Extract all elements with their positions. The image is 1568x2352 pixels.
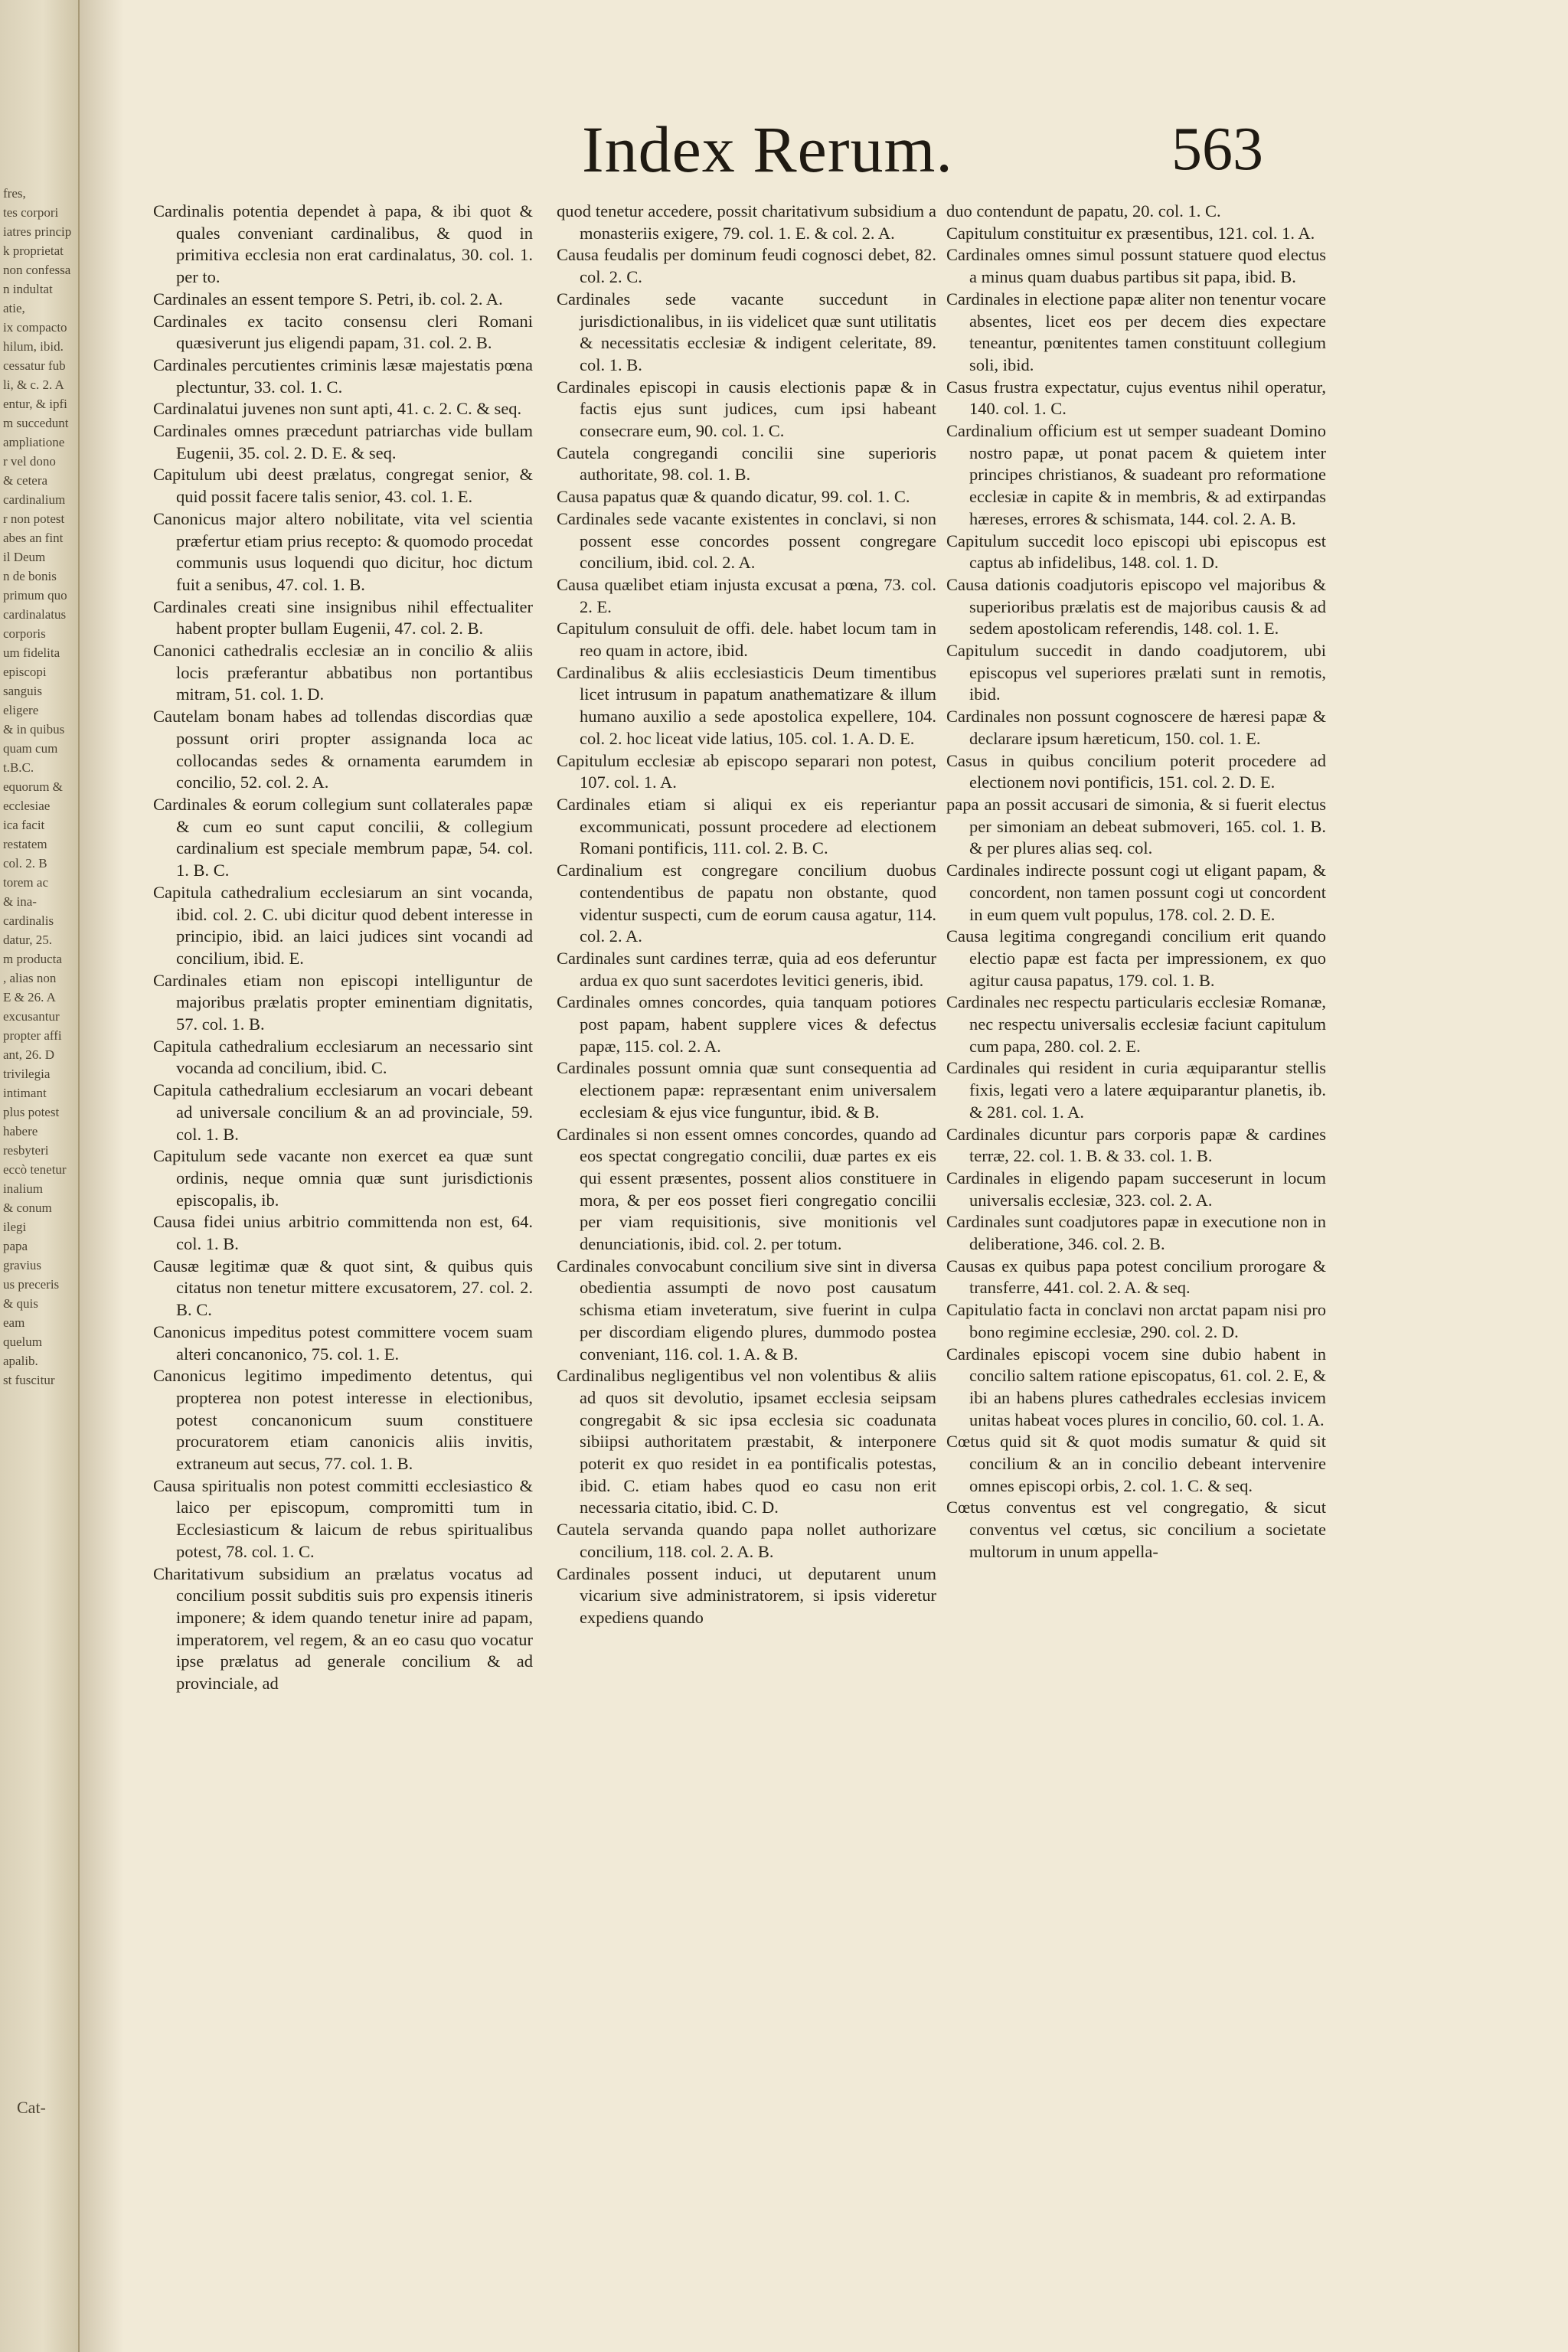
index-entry: Casus frustra expectatur, cujus eventus nihil operatur, 140. col. 1. C. <box>946 377 1326 419</box>
previous-page-line: eam <box>3 1315 25 1330</box>
previous-page-line: abes an fint <box>3 531 64 545</box>
previous-page-line: E & 26. A <box>3 990 56 1004</box>
previous-page-line: eccò tenetur <box>3 1162 67 1177</box>
previous-page-line: resbyteri <box>3 1143 49 1158</box>
previous-page-line: quelum <box>3 1334 42 1349</box>
previous-page-line: equorum & <box>3 779 63 794</box>
index-entry: Cardinales sunt cardines terræ, quia ad eos deferuntur ardua ex quo sunt sacerdotes levitici generis, ibid. <box>557 948 936 990</box>
previous-page-line: restatem <box>3 837 47 851</box>
previous-page-line: propter affi <box>3 1028 62 1043</box>
index-entry: Cardinales & eorum collegium sunt collaterales papæ & cum eo sunt caput concilii, & collegium cardinalium est speciale membrum papæ, 54. col. 1. B. C. <box>153 794 533 880</box>
previous-page-line: primum quo <box>3 588 67 603</box>
previous-page-line: n de bonis <box>3 569 57 583</box>
index-entry: Causa quælibet etiam injusta excusat a pœna, 73. col. 2. E. <box>557 574 936 616</box>
previous-page-line: ix compacto <box>3 320 67 335</box>
previous-page-line: ica facit <box>3 818 45 832</box>
page-title: Index Rerum. <box>582 113 953 186</box>
index-entry: Capitulum sede vacante non exercet ea quæ sunt ordinis, neque omnia quæ sunt jurisdictionis episcopalis, ib. <box>153 1146 533 1210</box>
previous-page-line: excusantur <box>3 1009 60 1024</box>
index-entry: Capitulum succedit loco episcopi ubi episcopus est captus ab infidelibus, 148. col. 1. D. <box>946 531 1326 573</box>
index-entry: Causa papatus quæ & quando dicatur, 99. col. 1. C. <box>557 487 910 507</box>
previous-page-line: atie, <box>3 301 25 315</box>
index-column-2 <box>557 201 936 1629</box>
previous-page-line: m producta <box>3 952 62 966</box>
previous-page-line: r vel dono <box>3 454 56 469</box>
previous-page-line: intimant <box>3 1086 47 1100</box>
index-entry: Cardinalibus & aliis ecclesiasticis Deum timentibus licet intrusum in papatum anathematizare & illum humano auxilio a sede apostolica expellere, 104. col. 2. hoc liceat vide latius, 105. col. 1. A. D. E. <box>557 662 936 748</box>
index-entry: Cardinales in eligendo papam succeserunt in locum universalis ecclesiæ, 323. col. 2. A. <box>946 1168 1326 1210</box>
index-entry: Cardinales in electione papæ aliter non tenentur vocare absentes, licet eos per decem dies expectare teneantur, pœnitentes tamen constituunt collegium soli, ibid. <box>946 289 1326 374</box>
previous-page-line: & ina- <box>3 894 37 909</box>
previous-page-line: entur, & ipfi <box>3 397 67 411</box>
index-entry: Cardinales sunt coadjutores papæ in executione non in deliberatione, 346. col. 2. B. <box>946 1212 1326 1254</box>
index-entry: Cardinales episcopi vocem sine dubio habent in concilio saltem ratione episcopatus, 61. col. 2. E, & ibi an habens plures cathedrales ecclesias invicem unitas habeat voces plures in concilio, 60. col. 1. A. <box>946 1344 1326 1429</box>
previous-page-line: cessatur fub <box>3 358 66 373</box>
index-entry: Cardinales sede vacante succedunt in jurisdictionalibus, in iis videlicet quæ sunt utilitatis & necessitatis ecclesiæ & indigent celeritate, 89. col. 1. B. <box>557 289 936 374</box>
index-entry: Cardinales episcopi in causis electionis papæ & in factis ejus sunt judices, cum ipsi habeant consecrare eum, 90. col. 1. C. <box>557 377 936 441</box>
index-entry: Cardinales sede vacante existentes in conclavi, si non possent esse concordes possent congregare concilium, ibid. col. 2. A. <box>557 508 936 573</box>
index-entry: Causæ legitimæ quæ & quot sint, & quibus quis citatus non tenetur mittere excusatorem, 27. col. 2. B. C. <box>153 1256 533 1320</box>
previous-page-edge <box>0 0 80 2352</box>
previous-page-line: non confessa <box>3 263 71 277</box>
previous-page-line: li, & c. 2. A <box>3 377 64 392</box>
index-entry: Cardinales possent induci, ut deputarent unum vicarium sive administratorem, si ipsis videretur expediens quando <box>557 1563 936 1627</box>
index-entry: Cardinales dicuntur pars corporis papæ & cardines terræ, 22. col. 1. B. & 33. col. 1. B. <box>946 1124 1326 1166</box>
index-entry: Causa legitima congregandi concilium erit quando electio papæ est facta per impressionem, ex quo agitur causa papatus, 179. col. 1. B. <box>946 926 1326 990</box>
index-entry: Cœtus conventus est vel congregatio, & sicut conventus vel cœtus, sic concilium a societate multorum in unum appella- <box>946 1498 1326 1561</box>
index-entry: Cardinales etiam non episcopi intelliguntur de majoribus prælatis propter eminentiam dignitatis, 57. col. 1. B. <box>153 970 533 1034</box>
previous-page-line: inalium <box>3 1181 43 1196</box>
index-entry: Cardinalatui juvenes non sunt apti, 41. c. 2. C. & seq. <box>153 399 522 419</box>
previous-page-line: st fuscitur <box>3 1373 55 1387</box>
index-entry: Capitulum ubi deest prælatus, congregat senior, & quid possit facere talis senior, 43. col. 1. E. <box>153 465 533 507</box>
previous-page-catchword: Cat- <box>17 2098 46 2117</box>
previous-page-line: r non potest <box>3 511 65 526</box>
previous-page-line: um fidelita <box>3 645 60 660</box>
index-entry: Canonicus impeditus potest committere vocem suam alteri concanonico, 75. col. 1. E. <box>153 1321 533 1364</box>
index-entry: Cardinalis potentia dependet à papa, & ibi quot & quales conveniant cardinalibus, & quod in primitiva ecclesia non erat cardinalatus, 30. col. 1. per to. <box>153 201 533 287</box>
index-entry: duo contendunt de papatu, 20. col. 1. C. <box>946 201 1221 220</box>
previous-page-line: cardinalis <box>3 913 54 928</box>
index-entry: Canonicus legitimo impedimento detentus, qui propterea non potest interesse in electionibus, potest concanonicum suum constituere procuratorem etiam canonicis aliis invitis, extraneum aut secus, 77. col. 1. B. <box>153 1366 533 1474</box>
index-entry: Canonici cathedralis ecclesiæ an in concilio & aliis locis præferantur abbatibus non portantibus mitram, 51. col. 1. D. <box>153 641 533 704</box>
index-entry: papa an possit accusari de simonia, & si fuerit electus per simoniam an debeat submoveri, 165. col. 1. B. & per plures alias seq. col. <box>946 794 1326 858</box>
index-entry: Casus in quibus concilium poterit procedere ad electionem novi pontificis, 151. col. 2. D. E. <box>946 750 1326 792</box>
index-entry: Capitulum constituitur ex præsentibus, 121. col. 1. A. <box>946 223 1315 243</box>
index-column-3 <box>946 201 1326 1563</box>
index-column-1 <box>153 201 533 1695</box>
index-entry: Cardinales si non essent omnes concordes, quando ad eos spectat congregatio concilii, duæ partes ex eis qui essent præsentes, possent alios constituere in mora, & per eos posset fieri congregatio concilii per viam requisitionis, sive monitionis vel denunciationis, ibid. col. 2. per totum. <box>557 1124 936 1254</box>
previous-page-line: ecclesiae <box>3 799 51 813</box>
index-entry: Cardinales nec respectu particularis ecclesiæ Romanæ, nec respectu universalis ecclesiæ faciunt capitulum cum papa, 280. col. 2. E. <box>946 992 1326 1056</box>
index-entry: Cardinalibus negligentibus vel non volentibus & aliis ad quos sit devolutio, ipsamet ecclesia seipsam congregabit & sic ipsa ecclesia sic coadunata sibiipsi authoritatem præstabit, & interponere poterit ex quo residet in ea pontificalis potestas, ibid. C. etiam habes quod eo casu non erit necessaria citatio, ibid. C. D. <box>557 1366 936 1517</box>
previous-page-line: il Deum <box>3 550 46 564</box>
index-entry: Capitulatio facta in conclavi non arctat papam nisi pro bono regimine ecclesiæ, 290. col. 2. D. <box>946 1300 1326 1341</box>
index-entry: Cardinales indirecte possunt cogi ut eligant papam, & concordent, non tamen possunt cogi ut concordent in eum quem vult populus, 178. col. 2. D. E. <box>946 861 1326 924</box>
index-entry: Cardinales ex tacito consensu cleri Romani quæsiverunt jus eligendi papam, 31. col. 2. B. <box>153 311 533 353</box>
previous-page-line: iatres princip <box>3 224 72 239</box>
index-entry: Causa dationis coadjutoris episcopo vel majoribus & superioribus prælatis est de majoribus causis & ad sedem apostolicam referendis, 148. col. 1. E. <box>946 574 1326 639</box>
book-gutter-shadow <box>78 0 124 2352</box>
index-entry: Capitula cathedralium ecclesiarum an vocari debeant ad universale concilium & an ad provinciale, 59. col. 1. B. <box>153 1080 533 1144</box>
previous-page-line: plus potest <box>3 1105 60 1119</box>
previous-page-line: papa <box>3 1239 28 1253</box>
previous-page-line: ilegi <box>3 1220 27 1234</box>
previous-page-line: t.B.C. <box>3 760 34 775</box>
previous-page-line: us preceris <box>3 1277 60 1292</box>
previous-page-line: m succedunt <box>3 416 69 430</box>
index-entry: Cardinalium est congregare concilium duobus contendentibus de papatu non obstante, quod videntur suspecti, cum de eorum causa agatur, 114. col. 2. A. <box>557 861 936 946</box>
previous-page-line: & in quibus <box>3 722 65 737</box>
index-entry: Causa spiritualis non potest committi ecclesiastico & laico per episcopum, compromitti tum in Ecclesiasticum & laicum de rebus spiritualibus potest, 78. col. 1. C. <box>153 1475 533 1561</box>
previous-page-line: & quis <box>3 1296 38 1311</box>
previous-page-line: col. 2. B <box>3 856 47 871</box>
previous-page-line: cardinalium <box>3 492 66 507</box>
index-entry: Cardinales convocabunt concilium sive sint in diversa obedientia assumpti de novo post causatum schisma etiam inveteratum, sive fuerint in culpa per discordiam eligendo plures, dummodo postea conveniant, 116. col. 1. A. & B. <box>557 1256 936 1364</box>
index-entry: Capitulum ecclesiæ ab episcopo separari non potest, 107. col. 1. A. <box>557 750 936 792</box>
index-entry: Cardinales an essent tempore S. Petri, ib. col. 2. A. <box>153 289 503 309</box>
index-entry: Causas ex quibus papa potest concilium prorogare & transferre, 441. col. 2. A. & seq. <box>946 1256 1326 1298</box>
index-entry: Cardinales omnes simul possunt statuere quod electus a minus quam duabus partibus sit papa, ibid. B. <box>946 245 1326 287</box>
previous-page-line: corporis <box>3 626 46 641</box>
previous-page-line: tes corpori <box>3 205 59 220</box>
previous-page-line: ampliatione <box>3 435 65 449</box>
previous-page-line: eligere <box>3 703 39 717</box>
index-entry: Cardinales percutientes criminis læsæ majestatis pœna plectuntur, 33. col. 1. C. <box>153 354 533 397</box>
previous-page-line: trivilegia <box>3 1067 51 1081</box>
index-entry: Cardinales omnes præcedunt patriarchas vide bullam Eugenii, 35. col. 2. D. E. & seq. <box>153 421 533 462</box>
index-entry: quod tenetur accedere, possit charitativum subsidium a monasteriis exigere, 79. col. 1. E. & col. 2. A. <box>557 201 936 243</box>
index-entry: Capitula cathedralium ecclesiarum an sint vocanda, ibid. col. 2. C. ubi dicitur quod debent interesse in principio, ibid. an laici judices sint vocandi ad concilium, ibid. E. <box>153 882 533 968</box>
index-entry: Cautelam bonam habes ad tollendas discordias quæ possunt oriri propter assignanda loca ac collocandas sedes & ornamenta earumdem in concilio, 52. col. 2. A. <box>153 707 533 792</box>
previous-page-line: & conum <box>3 1200 52 1215</box>
index-entry: Capitulum consuluit de offi. dele. habet locum tam in reo quam in actore, ibid. <box>557 619 936 661</box>
previous-page-line: ant, 26. D <box>3 1047 55 1062</box>
previous-page-line: datur, 25. <box>3 933 52 947</box>
index-entry: Canonicus major altero nobilitate, vita vel scientia præfertur etiam prius recepto: & quomodo procedat communis usus loquendi quo dicitur, hoc dictum fuit a senibus, 47. col. 1. B. <box>153 508 533 594</box>
index-entry: Causa fidei unius arbitrio committenda non est, 64. col. 1. B. <box>153 1212 533 1254</box>
previous-page-line: torem ac <box>3 875 48 890</box>
index-entry: Cautela servanda quando papa nollet authorizare concilium, 118. col. 2. A. B. <box>557 1520 936 1561</box>
previous-page-line: fres, <box>3 186 26 201</box>
index-entry: Cardinales omnes concordes, quia tanquam potiores post papam, habent supplere vices & defectus papæ, 115. col. 2. A. <box>557 992 936 1056</box>
previous-page-line: k proprietat <box>3 243 64 258</box>
previous-page-line: cardinalatus <box>3 607 67 622</box>
index-entry: Cœtus quid sit & quot modis sumatur & quid sit concilium & an in concilio debeant intervenire omnes episcopi orbis, 2. col. 1. C. & seq. <box>946 1432 1326 1495</box>
previous-page-line: hilum, ibid. <box>3 339 64 354</box>
index-entry: Causa feudalis per dominum feudi cognosci debet, 82. col. 2. C. <box>557 245 936 287</box>
index-entry: Cardinales creati sine insignibus nihil effectualiter habent propter bullam Eugenii, 47. col. 2. B. <box>153 596 533 639</box>
previous-page-line: n indultat <box>3 282 53 296</box>
index-entry: Capitula cathedralium ecclesiarum an necessario sint vocanda ad concilium, ibid. C. <box>153 1036 533 1078</box>
index-entry: Cardinales possunt omnia quæ sunt consequentia ad electionem papæ: repræsentant enim universalem ecclesiam & ejus vice funguntur, ibid. & B. <box>557 1058 936 1122</box>
previous-page-line: gravius <box>3 1258 42 1272</box>
previous-page-line: sanguis <box>3 684 42 698</box>
index-entry: Cardinales qui resident in curia æquiparantur stellis fixis, legati vero a latere æquiparantur planetis, ib. & 281. col. 1. A. <box>946 1058 1326 1122</box>
index-entry: Charitativum subsidium an prælatus vocatus ad concilium possit subditis suis pro expensis itineris imponere; & idem quando tenetur inire ad papam, imperatorem, vel regem, & an eo casu quo vocatur ipse prælatus ad generale concilium & ad provinciale, ad <box>153 1563 533 1694</box>
previous-page-line: & cetera <box>3 473 48 488</box>
previous-page-text <box>3 184 77 1390</box>
previous-page-line: episcopi <box>3 665 47 679</box>
previous-page-line: , alias non <box>3 971 57 985</box>
previous-page-line: habere <box>3 1124 38 1138</box>
index-entry: Cardinales non possunt cognoscere de hæresi papæ & declarare ipsum hæreticum, 150. col. 1. E. <box>946 707 1326 748</box>
page-number: 563 <box>1171 116 1263 183</box>
index-entry: Cardinales etiam si aliqui ex eis reperiantur excommunicati, possunt procedere ad electionem Romani pontificis, 111. col. 2. B. C. <box>557 794 936 858</box>
previous-page-line: quam cum <box>3 741 58 756</box>
index-entry: Cardinalium officium est ut semper suadeant Domino nostro papæ, ut ponat pacem & quietem inter principes christianos, & suadeant pro reformatione ecclesiæ in capite & in membris, & ad extirpandas hæreses, errores & schismata, 144. col. 2. A. B. <box>946 421 1326 528</box>
index-entry: Capitulum succedit in dando coadjutorem, ubi episcopus vel superiores prælati sunt in remotis, ibid. <box>946 641 1326 704</box>
previous-page-line: apalib. <box>3 1354 38 1368</box>
index-entry: Cautela congregandi concilii sine superioris authoritate, 98. col. 1. B. <box>557 443 936 485</box>
